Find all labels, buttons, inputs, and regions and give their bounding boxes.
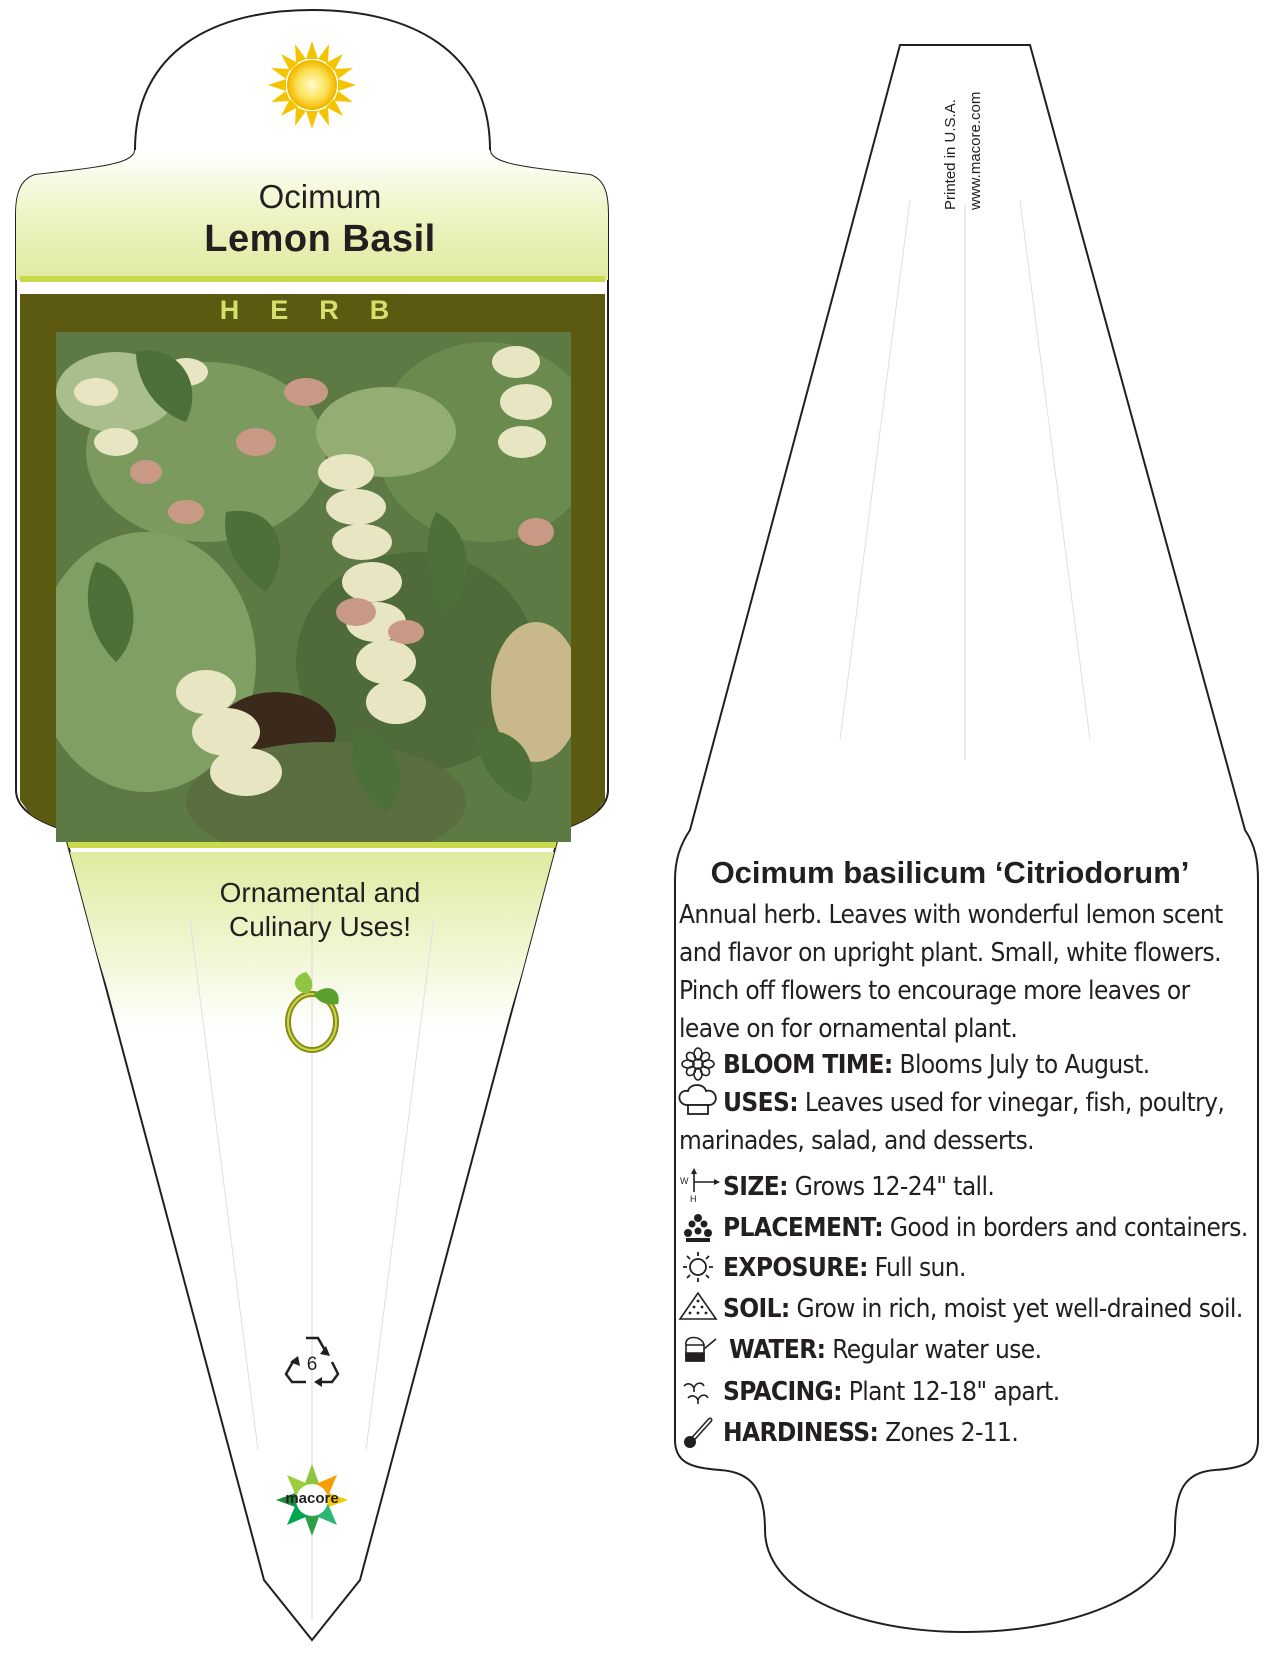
attribute-text: Grow in rich, moist yet well-drained soil. bbox=[796, 1294, 1243, 1324]
attribute-soil bbox=[679, 1290, 1249, 1328]
attribute-uses bbox=[679, 1084, 1249, 1160]
brand-name: macore bbox=[285, 1490, 339, 1507]
attribute-placement bbox=[679, 1209, 1249, 1247]
tagline bbox=[150, 876, 490, 944]
attribute-exposure bbox=[679, 1249, 1249, 1287]
attribute-label: HARDINESS: bbox=[723, 1418, 879, 1448]
sun-icon bbox=[268, 41, 356, 129]
printed-in: Printed in U.S.A. bbox=[942, 99, 959, 210]
attribute-size bbox=[679, 1168, 1249, 1206]
category-label: HERB bbox=[219, 295, 421, 325]
common-name: Lemon Basil bbox=[204, 218, 436, 260]
recycle-number: 6 bbox=[306, 1354, 318, 1375]
tagline-line-1: Ornamental and bbox=[219, 877, 421, 908]
attribute-text: Plant 12-18" apart. bbox=[848, 1377, 1060, 1407]
attribute-bloom-time bbox=[679, 1046, 1249, 1084]
attribute-spacing bbox=[679, 1373, 1249, 1411]
attribute-water bbox=[679, 1331, 1249, 1369]
attribute-text: Regular water use. bbox=[832, 1335, 1042, 1365]
attribute-text: Grows 12-24" tall. bbox=[794, 1172, 995, 1202]
attribute-label: PLACEMENT: bbox=[723, 1213, 884, 1243]
svg-text:W: W bbox=[680, 1176, 689, 1186]
attribute-text: Good in borders and containers. bbox=[889, 1213, 1248, 1243]
attribute-hardiness bbox=[679, 1414, 1249, 1452]
tagline-line-2: Culinary Uses! bbox=[228, 911, 412, 942]
genus-name: Ocimum bbox=[258, 178, 382, 215]
plant-photo bbox=[56, 332, 571, 842]
scientific-name: Ocimum basilicum ‘Citriodorum’ bbox=[710, 855, 1190, 890]
attribute-label: USES: bbox=[723, 1088, 799, 1118]
attribute-label: EXPOSURE: bbox=[723, 1253, 868, 1283]
attribute-label: SIZE: bbox=[723, 1172, 788, 1202]
attribute-label: BLOOM TIME: bbox=[723, 1050, 893, 1080]
description: Annual herb. Leaves with wonderful lemon scent and flavor on upright plant. Small, white flowers. Pinch off flowers to encourage more leaves or leave on for ornamental plant. bbox=[679, 900, 1223, 1044]
attribute-text: Leaves used for vinegar, fish, poultry, marinades, salad, and desserts. bbox=[679, 1088, 1225, 1156]
attribute-text: Zones 2-11. bbox=[885, 1418, 1019, 1448]
website: www.macore.com bbox=[967, 91, 984, 210]
attribute-label: SPACING: bbox=[723, 1377, 842, 1407]
svg-text:H: H bbox=[690, 1194, 697, 1204]
attribute-text: Blooms July to August. bbox=[899, 1050, 1150, 1080]
attribute-label: WATER: bbox=[729, 1335, 826, 1365]
attribute-text: Full sun. bbox=[874, 1253, 966, 1283]
attribute-label: SOIL: bbox=[723, 1294, 790, 1324]
